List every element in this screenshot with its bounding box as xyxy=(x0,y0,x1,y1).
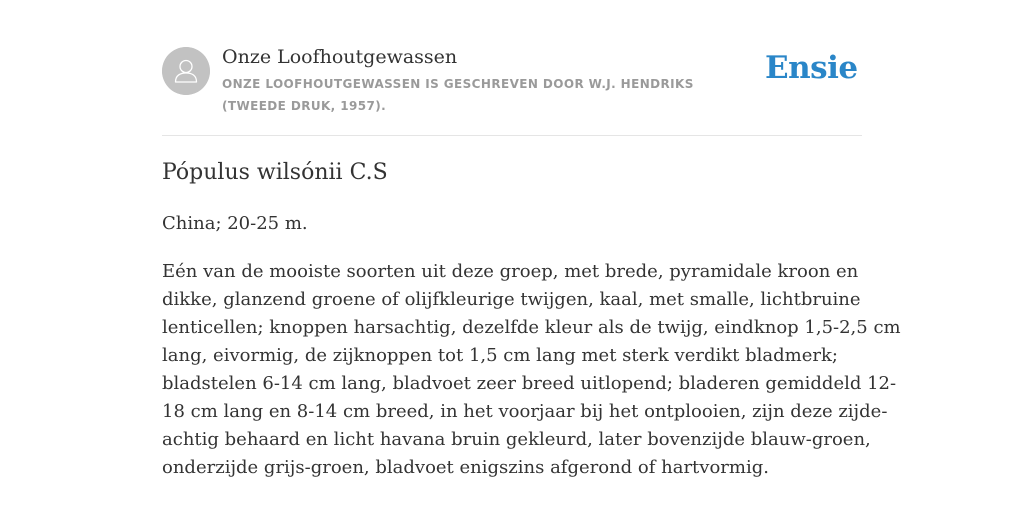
entry-body-line: 18 cm lang en 8-14 cm breed, in het voorjaar bij het ontplooien, zijn deze zijde- xyxy=(162,401,888,422)
book-title[interactable]: Onze Loofhoutgewassen xyxy=(222,46,458,68)
entry-meta: China; 20-25 m. xyxy=(162,213,308,234)
user-icon xyxy=(162,47,210,95)
entry-body-line: bladstelen 6-14 cm lang, bladvoet zeer breed uitlopend; bladeren gemiddeld 12- xyxy=(162,373,897,394)
entry-body-line: Eén van de mooiste soorten uit deze groep, met brede, pyramidale kroon en xyxy=(162,261,859,282)
entry-body-line: achtig behaard en licht havana bruin gekleurd, later bovenzijde blauw-groen, xyxy=(162,429,871,450)
entry-body-line: lang, eivormig, de zijknoppen tot 1,5 cm lang met sterk verdikt bladmerk; xyxy=(162,345,838,366)
entry-body xyxy=(162,258,901,482)
book-subtitle: ONZE LOOFHOUTGEWASSEN IS GESCHREVEN DOOR W.J. HENDRIKS (TWEEDE DRUK, 1957). xyxy=(222,77,694,113)
entry-body-line: onderzijde grijs-groen, bladvoet enigszins afgerond of hartvormig. xyxy=(162,457,769,478)
header-divider xyxy=(162,135,862,136)
ensie-logo[interactable]: Ensie xyxy=(765,50,858,86)
book-header xyxy=(162,46,862,136)
entry-title: Pópulus wilsónii C.S xyxy=(162,160,388,185)
author-avatar[interactable] xyxy=(162,47,210,95)
entry-body-line: dikke, glanzend groene of olijfkleurige twijgen, kaal, met smalle, lichtbruine xyxy=(162,289,861,310)
entry-body-line: lenticellen; knoppen harsachtig, dezelfde kleur als de twijg, eindknop 1,5-2,5 cm xyxy=(162,317,901,338)
